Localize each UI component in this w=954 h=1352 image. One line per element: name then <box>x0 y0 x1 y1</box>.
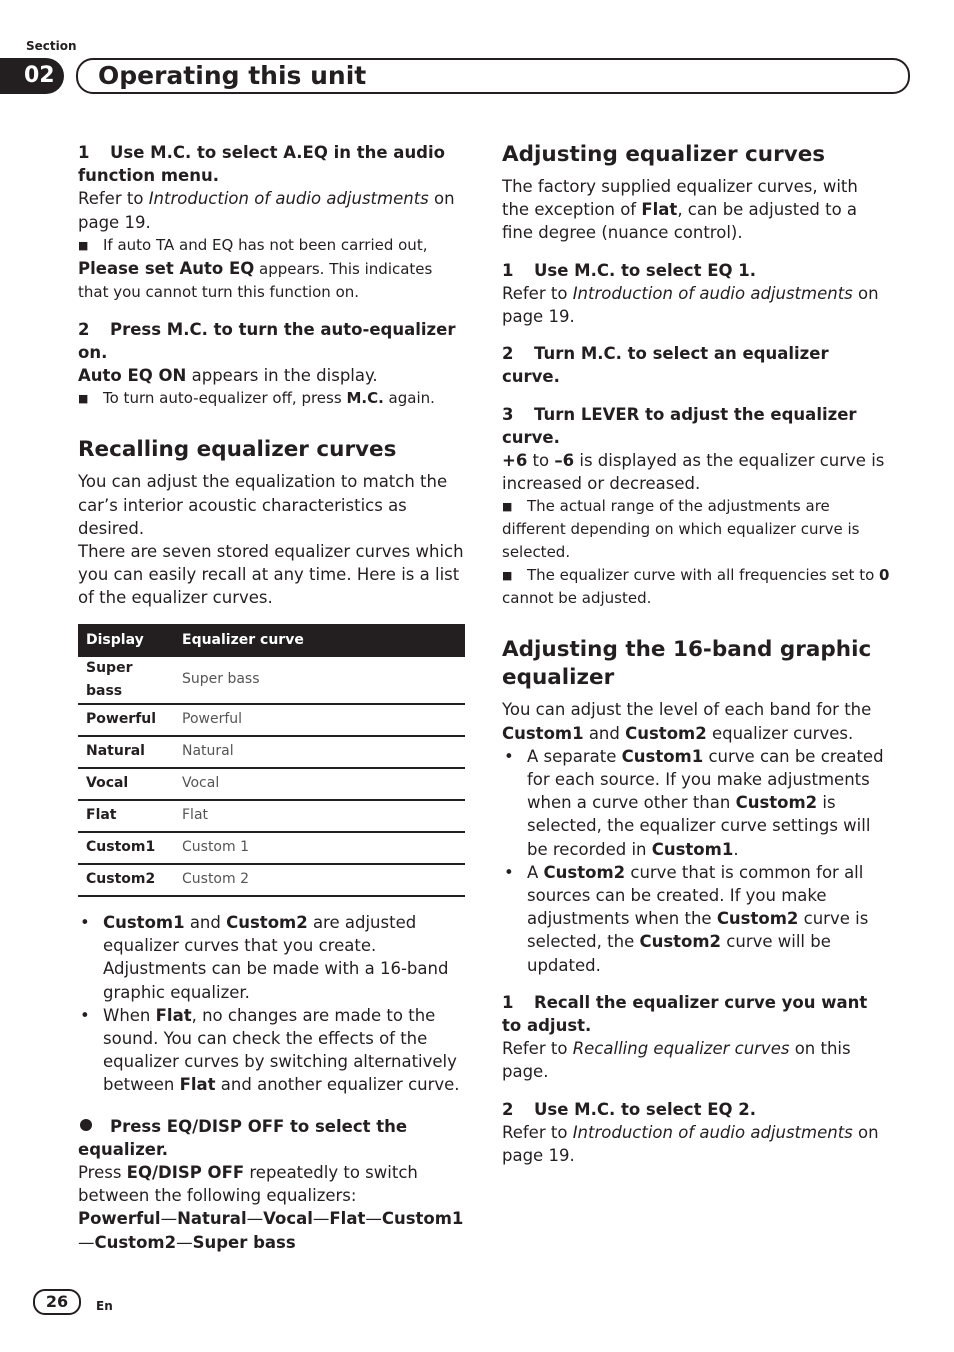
note: ■ The actual range of the adjustments are different depending on which equalizer curve is selected. <box>502 497 860 562</box>
square-bullet-icon: ■ <box>502 500 513 514</box>
square-bullet-icon: ■ <box>78 392 89 406</box>
step-1-heading: 1 Use M.C. to select A.EQ in the audio function menu. <box>78 143 445 186</box>
page-number: 26 <box>33 1289 81 1315</box>
equalizer-sequence: Powerful—Natural—Vocal—Flat—Custom1 —Custom2—Super bass <box>78 1209 464 1252</box>
paragraph: You can adjust the level of each band for the Custom1 and Custom2 equalizer curves. <box>502 700 872 743</box>
list-item: • When Flat, no changes are made to the sound. You can check the effects of the equalizer curves by switching alternatively between Flat and another equalizer curve. <box>78 1004 466 1097</box>
list-item: • A Custom2 curve that is common for all sources can be created. If you make adjustments when the Custom2 curve is selected, the Custom2 curve will be updated. <box>502 861 890 977</box>
table-row: Powerful Powerful <box>78 704 465 736</box>
reference-link: Introduction of audio adjustments <box>572 283 853 303</box>
bullet-list <box>502 745 890 977</box>
square-bullet-icon: ■ <box>78 238 89 252</box>
step-3-body: +6 to –6 is displayed as the equalizer curve is increased or decreased. <box>502 451 885 494</box>
step-2-heading: 2 Press M.C. to turn the auto-equalizer on. <box>78 319 456 363</box>
step-eq-disp-heading: Press EQ/DISP OFF to select the equalizer. <box>78 1116 408 1159</box>
page-title: Operating this unit <box>76 58 910 94</box>
table-header: Equalizer curve <box>174 624 465 657</box>
square-bullet-icon: ■ <box>502 569 513 583</box>
table-row: Flat Flat <box>78 800 465 832</box>
table-header: Display <box>78 624 174 657</box>
section-label: Section <box>26 39 77 53</box>
note: ■ If auto TA and EQ has not been carried out, Please set Auto EQ appears. This indicates that you cannot turn this function on. <box>78 235 433 301</box>
heading-adjusting-equalizer-curves: Adjusting equalizer curves <box>502 142 826 167</box>
reference-link: Introduction of audio adjustments <box>572 1122 853 1142</box>
step-recall-reference: Refer to Recalling equalizer curves on this page. <box>502 1039 851 1082</box>
list-item: • A separate Custom1 curve can be created for each source. If you make adjustments when a curve other than Custom2 is selected, the equalizer curve settings will be recorded in Custom1. <box>502 745 890 861</box>
bullet-list <box>78 911 466 1097</box>
language-label: En <box>96 1299 113 1313</box>
paragraph: There are seven stored equalizer curves which you can easily recall at any time. Here is a list of the equalizer curves. <box>78 542 464 608</box>
step-1-reference: Refer to Introduction of audio adjustments on page 19. <box>502 283 879 327</box>
equalizer-curve-table <box>78 624 465 897</box>
right-column <box>502 141 890 1167</box>
table-row: Natural Natural <box>78 736 465 768</box>
step-eq2-reference: Refer to Introduction of audio adjustments on page 19. <box>502 1122 879 1166</box>
step-recall-heading: 1 Recall the equalizer curve you want to adjust. <box>502 992 868 1036</box>
heading-16-band-graphic-equalizer: Adjusting the 16-band graphic equalizer <box>502 637 872 691</box>
note: ■ The equalizer curve with all frequencies set to 0 cannot be adjusted. <box>502 566 890 608</box>
table-row: Super bass Super bass <box>78 657 465 704</box>
table-row: Custom1 Custom 1 <box>78 832 465 864</box>
step-eq-disp-body: Press EQ/DISP OFF repeatedly to switch between the following equalizers: <box>78 1163 418 1206</box>
paragraph: You can adjust the equalization to match the car’s interior acoustic characteristics as desired. <box>78 472 448 538</box>
table-row: Vocal Vocal <box>78 768 465 800</box>
step-1-reference: Refer to Introduction of audio adjustments on page 19. <box>78 189 455 232</box>
reference-link: Recalling equalizer curves <box>572 1039 790 1059</box>
paragraph: The factory supplied equalizer curves, with the exception of Flat, can be adjusted to a fine degree (nuance control). <box>502 177 858 243</box>
step-2-body: Auto EQ ON appears in the display. <box>78 366 378 386</box>
list-item: • Custom1 and Custom2 are adjusted equalizer curves that you create. Adjustments can be made with a 16-band graphic equalizer. <box>78 911 466 1004</box>
reference-link: Introduction of audio adjustments <box>148 189 429 209</box>
table-row: Custom2 Custom 2 <box>78 864 465 896</box>
step-2-heading: 2 Turn M.C. to select an equalizer curve. <box>502 344 829 387</box>
step-eq2-heading: 2 Use M.C. to select EQ 2. <box>502 1099 756 1119</box>
step-1-heading: 1 Use M.C. to select EQ 1. <box>502 260 756 280</box>
heading-recalling-equalizer-curves: Recalling equalizer curves <box>78 437 397 463</box>
step-3-heading: 3 Turn LEVER to adjust the equalizer curve. <box>502 404 857 447</box>
note: ■ To turn auto-equalizer off, press M.C. again. <box>78 387 466 410</box>
section-number-badge: 02 <box>0 58 64 94</box>
left-column <box>78 141 466 1254</box>
bullet-dot-icon <box>80 1119 92 1131</box>
